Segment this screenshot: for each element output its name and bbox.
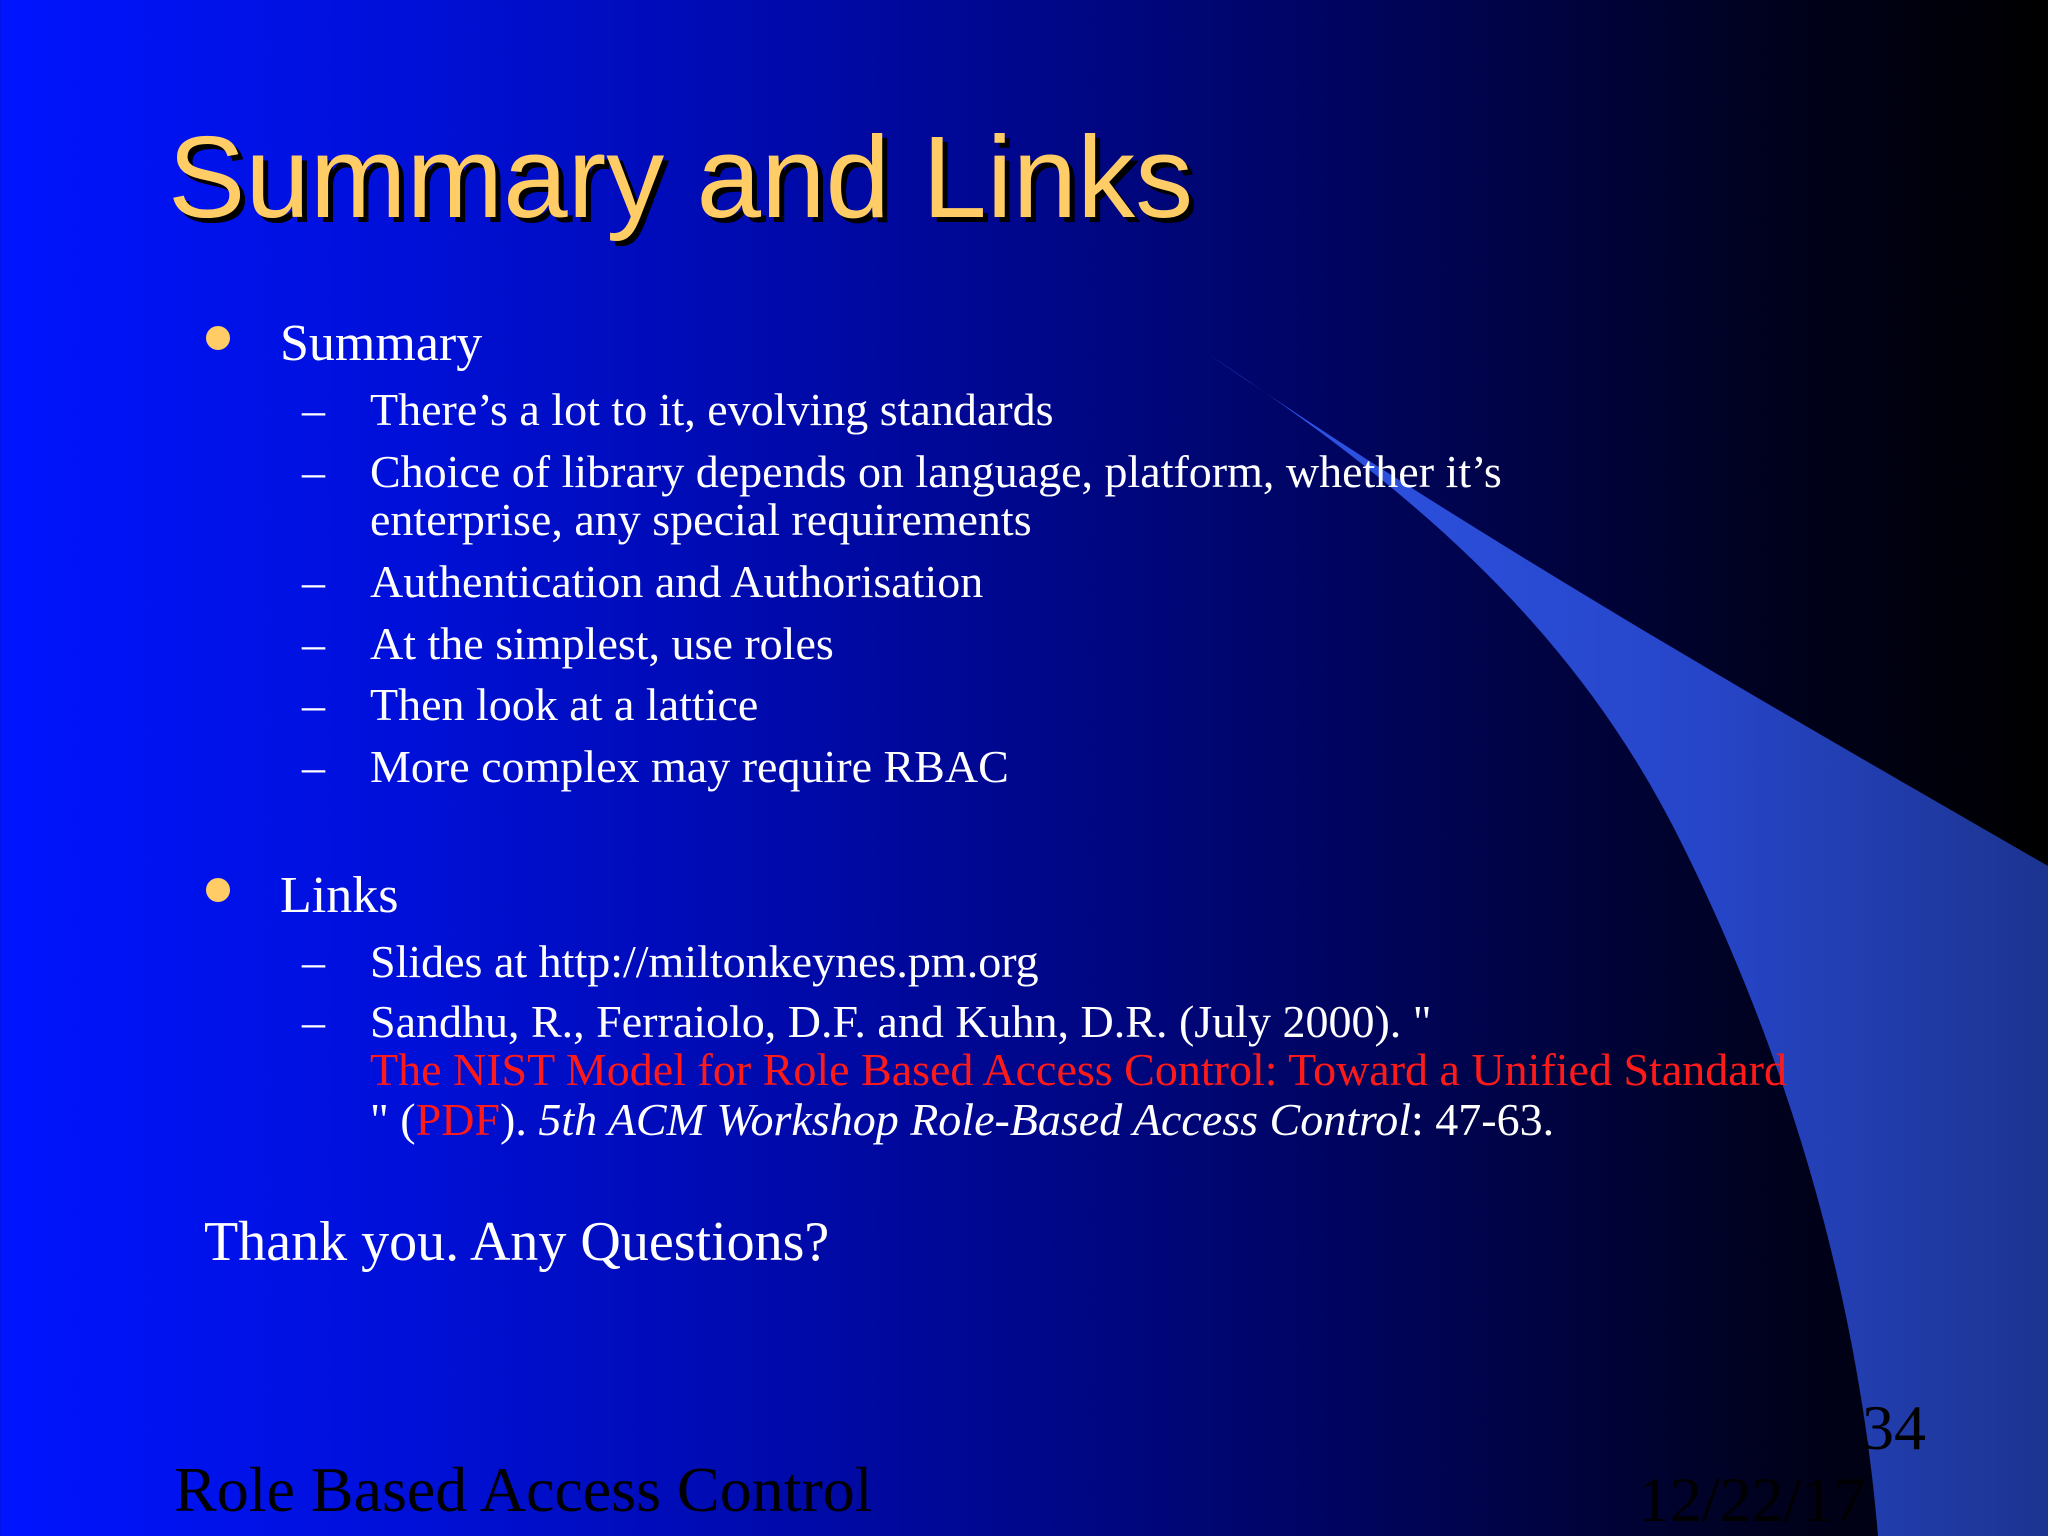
citation-after-pdf: ). <box>500 1094 539 1145</box>
summary-dash-3: – <box>302 556 325 607</box>
citation-authors: Sandhu, R., Ferraiolo, D.F. and Kuhn, D.R. (July 2000). " <box>370 996 1432 1047</box>
slide-title: Summary and Links <box>168 112 1194 242</box>
slide-number: 34 <box>1862 1392 1926 1463</box>
footer-date: 12/22/17 <box>1638 1464 1866 1535</box>
links-bullet-icon <box>206 878 230 902</box>
summary-dash-4: – <box>302 618 325 669</box>
summary-item-2-continued: enterprise, any special requirements <box>370 494 1032 545</box>
summary-bullet-icon <box>206 326 230 350</box>
citation-pages: : 47-63. <box>1410 1094 1555 1145</box>
summary-heading: Summary <box>280 315 483 372</box>
links-dash-1: – <box>302 936 325 987</box>
summary-dash-2: – <box>302 446 325 497</box>
summary-item-6: More complex may require RBAC <box>370 741 1009 792</box>
citation-quote-close: " ( <box>370 1094 416 1145</box>
links-dash-2: – <box>302 996 325 1047</box>
summary-item-2: Choice of library depends on language, platform, whether it’s <box>370 446 1502 497</box>
pdf-link[interactable]: PDF <box>415 1094 500 1145</box>
summary-item-1: There’s a lot to it, evolving standards <box>370 384 1054 435</box>
summary-item-4: At the simplest, use roles <box>370 618 834 669</box>
citation-venue: 5th ACM Workshop Role-Based Access Control <box>538 1094 1411 1145</box>
summary-item-5: Then look at a lattice <box>370 679 759 730</box>
footer-title: Role Based Access Control <box>174 1454 873 1525</box>
citation-venue-line <box>370 1096 1554 1144</box>
summary-dash-5: – <box>302 679 325 730</box>
links-heading: Links <box>280 867 399 924</box>
closing-text: Thank you. Any Questions? <box>204 1211 830 1273</box>
summary-item-3: Authentication and Authorisation <box>370 556 984 607</box>
summary-dash-6: – <box>302 741 325 792</box>
slides-link-line[interactable]: Slides at http://miltonkeynes.pm.org <box>370 936 1039 987</box>
nist-paper-link[interactable]: The NIST Model for Role Based Access Control: Toward a Unified Standard <box>370 1044 1787 1095</box>
summary-dash-1: – <box>302 384 325 435</box>
